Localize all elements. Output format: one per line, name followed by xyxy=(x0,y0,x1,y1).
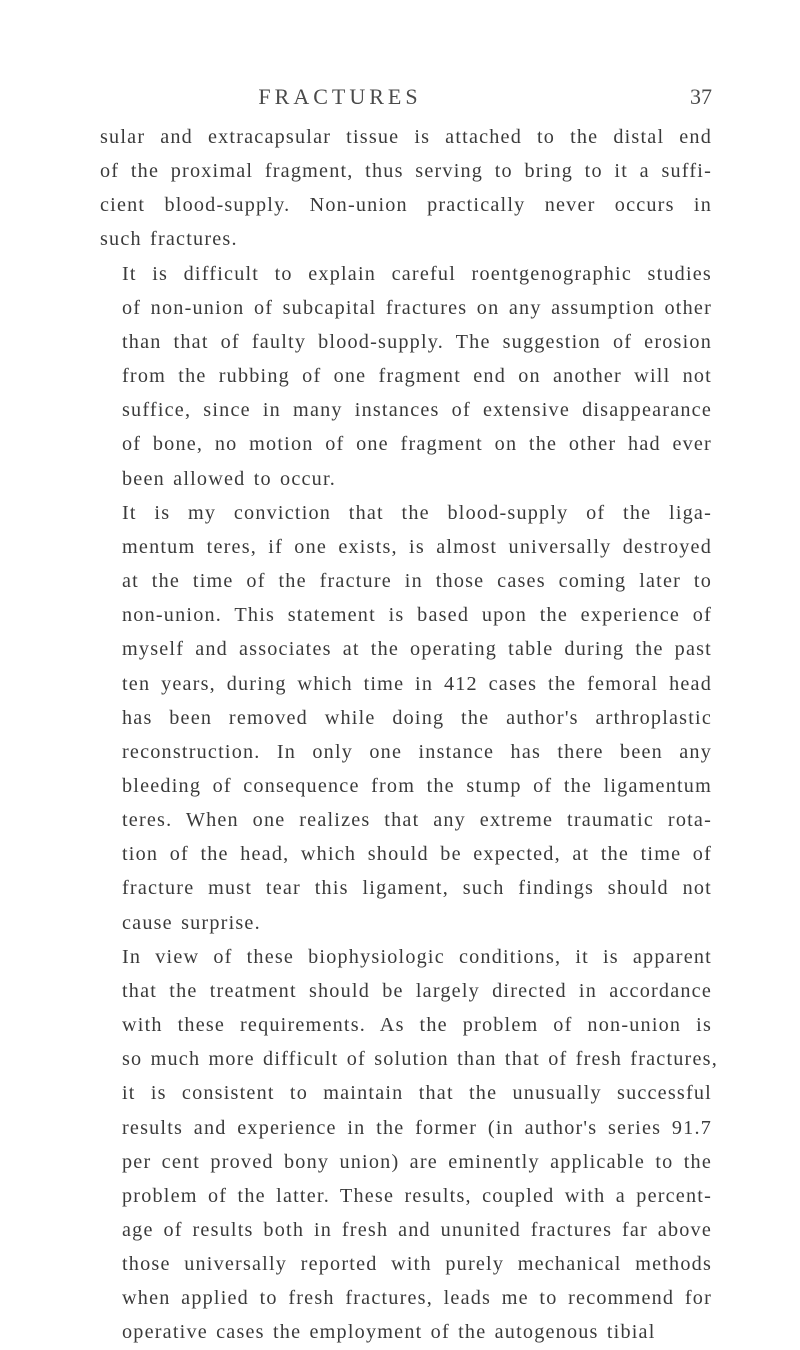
text-line: bleeding of consequence from the stump of the ligamentum xyxy=(122,774,712,797)
text-line: than that of faulty blood-supply. The suggestion of erosion xyxy=(122,330,712,353)
text-line: when applied to fresh fractures, leads me to recommend for xyxy=(122,1287,712,1310)
text-line: fracture must tear this ligament, such findings should not xyxy=(122,877,712,900)
text-line: has been removed while doing the author's arthroplastic xyxy=(122,706,712,729)
running-head: FRACTURES xyxy=(258,84,422,109)
text-line: cient blood-supply. Non-union practically never occurs in xyxy=(100,194,712,217)
text-line: so much more difficult of solution than that of fresh fractures, xyxy=(122,1048,718,1071)
text-line: with these requirements. As the problem of non-union is xyxy=(122,1014,712,1037)
page-number: 37 xyxy=(690,84,712,109)
text-line: it is consistent to maintain that the unusually successful xyxy=(122,1082,712,1105)
paragraph xyxy=(100,257,712,496)
text-line: such fractures. xyxy=(100,228,238,251)
text-line: sular and extracapsular tissue is attached to the distal end xyxy=(100,126,712,148)
text-line: In view of these biophysiologic conditions, it is apparent xyxy=(122,945,712,968)
text-line: cause surprise. xyxy=(122,911,261,934)
text-line: It is my conviction that the blood-supply of the liga- xyxy=(122,501,712,524)
text-line: operative cases the employment of the autogenous tibial xyxy=(122,1321,656,1344)
text-line: non-union. This statement is based upon the experience of xyxy=(122,604,712,627)
text-line: age of results both in fresh and ununited fractures far above xyxy=(122,1219,712,1241)
text-line: of bone, no motion of one fragment on the other had ever xyxy=(122,433,712,456)
text-line: at the time of the fracture in those cases coming later to xyxy=(122,570,712,593)
paragraph xyxy=(100,496,712,940)
text-line: tion of the head, which should be expected, at the time of xyxy=(122,843,712,866)
text-line: mentum teres, if one exists, is almost universally destroyed xyxy=(122,535,712,558)
text-line: that the treatment should be largely directed in accordance xyxy=(122,979,712,1002)
text-line: results and experience in the former (in author's series 91.7 xyxy=(122,1116,712,1139)
text-line: from the rubbing of one fragment end on another will not xyxy=(122,365,712,388)
text-line: of non-union of subcapital fractures on any assumption other xyxy=(122,296,712,319)
text-line: suffice, since in many instances of extensive disappearance xyxy=(122,399,712,422)
text-line: problem of the latter. These results, coupled with a percent- xyxy=(122,1184,712,1207)
text-line: teres. When one realizes that any extreme traumatic rota- xyxy=(122,809,712,832)
text-line: per cent proved bony union) are eminently applicable to the xyxy=(122,1150,712,1173)
text-line: myself and associates at the operating table during the past xyxy=(122,638,712,661)
text-line: It is difficult to explain careful roentgenographic studies xyxy=(122,262,712,285)
text-line: reconstruction. In only one instance has there been any xyxy=(122,740,712,763)
text-line: those universally reported with purely mechanical methods xyxy=(122,1253,712,1276)
paragraph xyxy=(100,940,718,1350)
text-line: of the proximal fragment, thus serving to bring to it a suffi- xyxy=(100,160,712,183)
text-line: been allowed to occur. xyxy=(122,467,337,490)
body-text xyxy=(100,120,718,1350)
text-line: ten years, during which time in 412 cases the femoral head xyxy=(122,672,712,695)
paragraph xyxy=(100,120,712,257)
